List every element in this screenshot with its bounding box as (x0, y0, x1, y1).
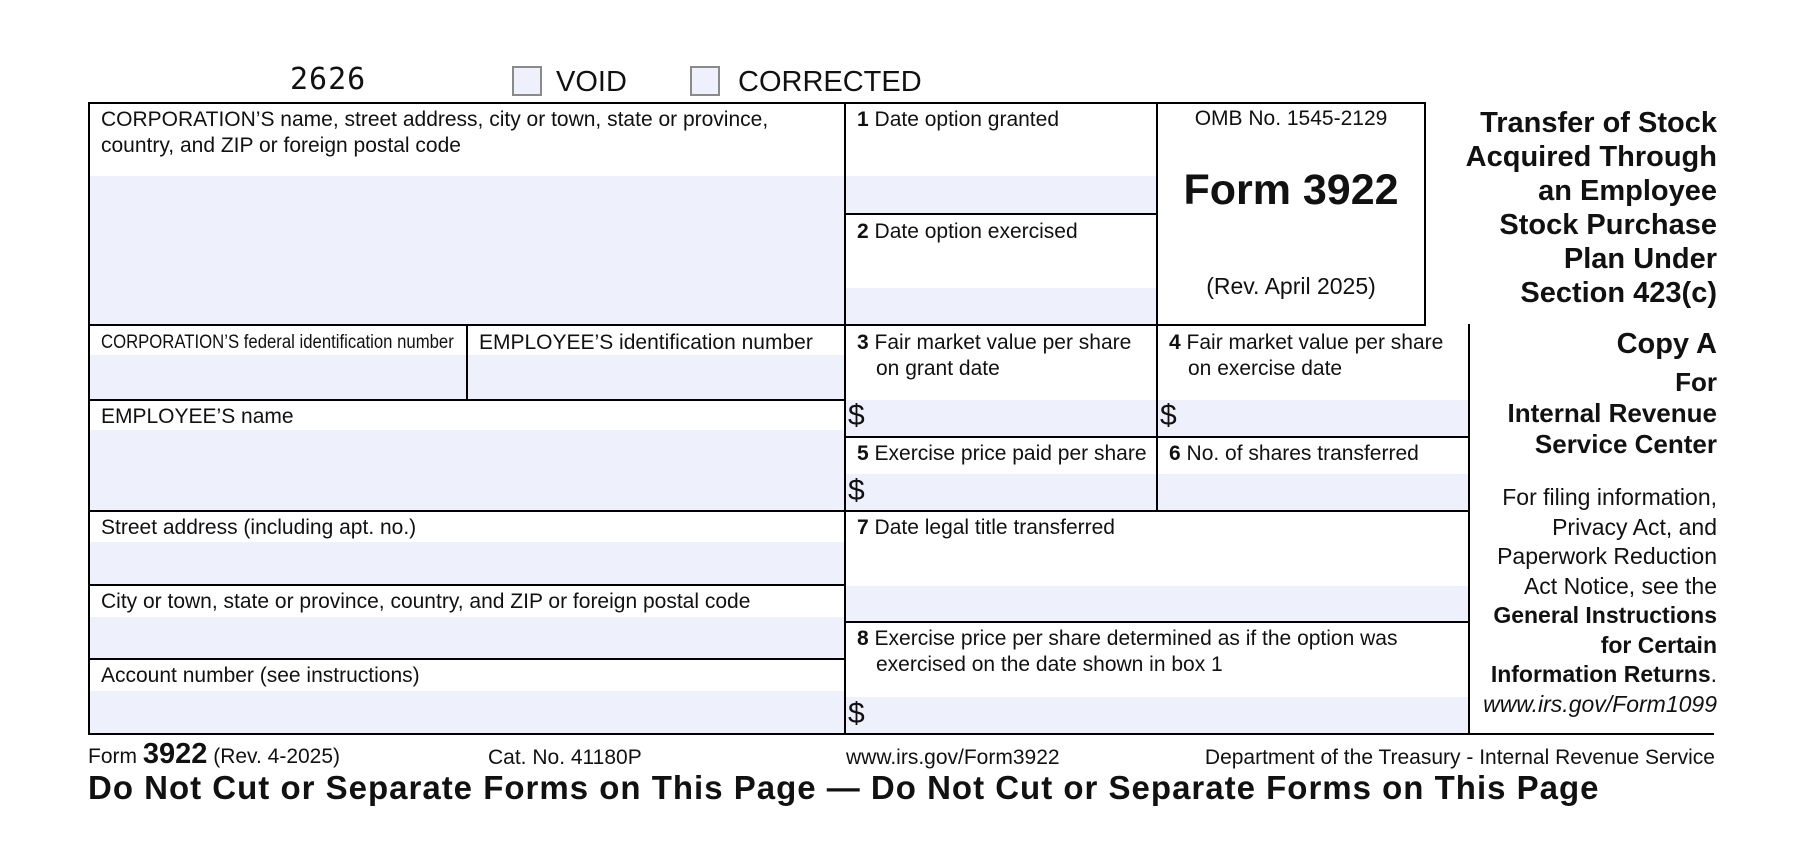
street-field[interactable] (90, 542, 844, 584)
corp-fed-id-label: CORPORATION’S federal identification number (101, 332, 454, 353)
box2-field[interactable] (846, 288, 1156, 324)
city-label: City or town, state or province, country, and ZIP or foreign postal code (101, 590, 751, 613)
irs-form1099-link[interactable]: www.irs.gov/Form1099 (1483, 690, 1717, 717)
corp-fed-id-field[interactable] (90, 355, 466, 399)
box8-dollar: $ (848, 697, 865, 730)
employee-name-field[interactable] (90, 430, 844, 510)
footer-url[interactable]: www.irs.gov/Form3922 (846, 746, 1060, 769)
box8-label: 8 Exercise price per share determined as if the option was (857, 627, 1398, 650)
street-label: Street address (including apt. no.) (101, 516, 417, 539)
form-title: Transfer of Stock Acquired Through an Employee Stock Purchase Plan Under Section 423(c) (1465, 107, 1717, 309)
box2-label: 2 Date option exercised (857, 220, 1078, 243)
corp-name-label-2: country, and ZIP or foreign postal code (101, 134, 461, 157)
box3-label-2: on grant date (876, 357, 1000, 380)
form-name: Form 3922 (1183, 166, 1399, 214)
footer-dept: Department of the Treasury - Internal Revenue Service (1204, 746, 1715, 769)
box3-dollar: $ (848, 399, 865, 432)
box1-field[interactable] (846, 176, 1156, 214)
omb-number: OMB No. 1545-2129 (1194, 107, 1388, 130)
filing-info: For filing information, Privacy Act, and Paperwork Reduction Act Notice, see the General Instructions for Certain Information Returns. www.irs.gov/Form1099 (1483, 483, 1717, 719)
footer-cat-no: Cat. No. 41180P (488, 746, 642, 769)
box1-label: 1 Date option granted (857, 108, 1059, 131)
employee-id-field[interactable] (468, 355, 844, 399)
box4-label: 4 Fair market value per share (1169, 331, 1444, 354)
form-code: 2626 (290, 62, 367, 97)
footer-form-id: Form 3922 (Rev. 4-2025) (88, 738, 341, 770)
box8-label-2: exercised on the date shown in box 1 (876, 653, 1223, 676)
box7-field[interactable] (846, 586, 1468, 622)
box4-field[interactable] (1158, 400, 1468, 436)
account-field[interactable] (90, 691, 844, 733)
employee-name-label: EMPLOYEE’S name (101, 405, 294, 428)
corrected-checkbox[interactable] (690, 66, 720, 96)
employee-id-label: EMPLOYEE’S identification number (479, 331, 813, 354)
account-label: Account number (see instructions) (101, 664, 420, 687)
void-label: VOID (556, 66, 627, 98)
box6-field[interactable] (1158, 474, 1468, 510)
corrected-label: CORRECTED (738, 66, 922, 98)
box3-field[interactable] (846, 400, 1156, 436)
void-checkbox[interactable] (512, 66, 542, 96)
corp-name-field[interactable] (90, 176, 844, 324)
form-revision: (Rev. April 2025) (1206, 273, 1376, 299)
box4-label-2: on exercise date (1188, 357, 1343, 380)
box5-field[interactable] (846, 474, 1156, 510)
city-field[interactable] (90, 617, 844, 659)
box8-field[interactable] (846, 697, 1468, 733)
copy-a-label: Copy A (1616, 328, 1717, 360)
box6-label: 6 No. of shares transferred (1169, 442, 1419, 465)
corp-name-label: CORPORATION’S name, street address, city or town, state or province, (101, 108, 769, 131)
box4-dollar: $ (1160, 399, 1177, 432)
do-not-cut-warning: Do Not Cut or Separate Forms on This Page — Do Not Cut or Separate Forms on This Page (88, 769, 1600, 806)
box7-label: 7 Date legal title transferred (857, 516, 1115, 539)
box5-dollar: $ (848, 474, 865, 507)
copy-for-label: For Internal Revenue Service Center (1507, 367, 1717, 459)
box5-label: 5 Exercise price paid per share (857, 442, 1147, 465)
box3-label: 3 Fair market value per share (857, 331, 1132, 354)
